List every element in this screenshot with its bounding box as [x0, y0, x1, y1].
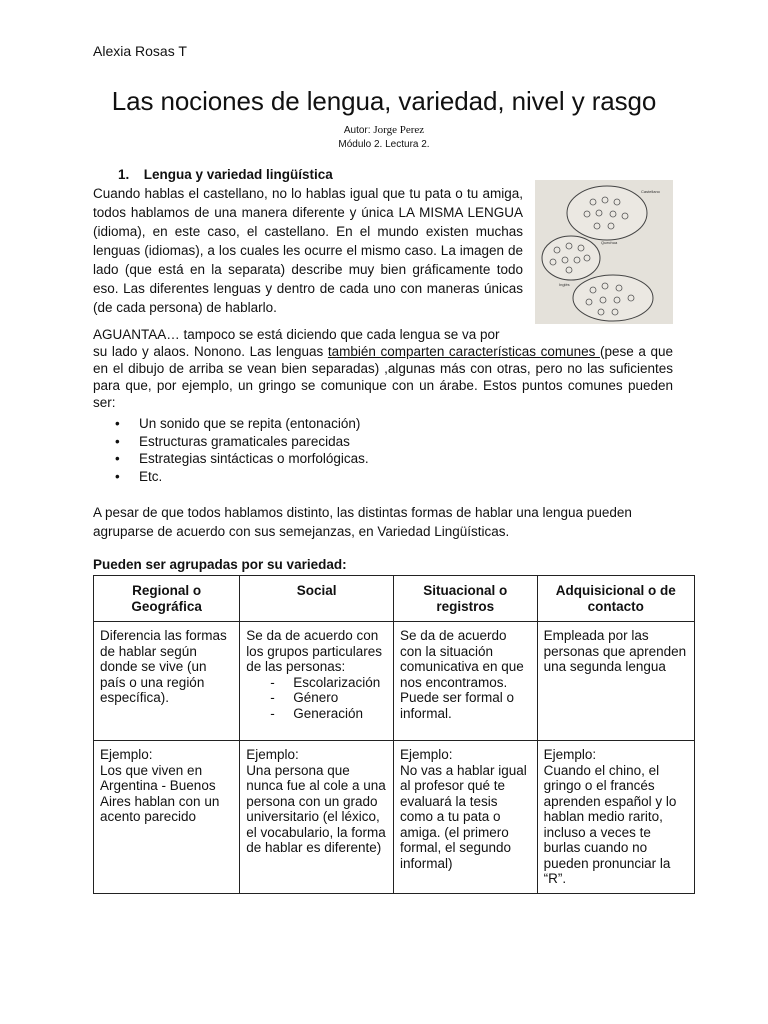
list-item-text: Estructuras gramaticales parecidas [139, 433, 350, 449]
header-social: Social [240, 576, 394, 622]
paragraph2-line1: AGUANTAA… tampoco se está diciendo que cada lengua se va por [93, 327, 500, 342]
varieties-paragraph: A pesar de que todos hablamos distinto, las distintas formas de hablar una lengua pueden agruparse de acuerdo con sus semejanzas, en Variedad Lingüísticas. [93, 505, 632, 539]
example-text: No vas a hablar igual al profesor qué te evaluará la tesis como a tu pata o amiga. (el primero formal, el segundo informal) [399, 762, 527, 871]
example-text: Los que viven en Argentina - Buenos Aires hablan con un acento parecido [100, 762, 220, 824]
byline [0, 123, 768, 152]
header-adquisicional: Adquisicional o de contacto [537, 576, 694, 622]
variety-table [93, 575, 695, 894]
cell-adquisicional-example [537, 741, 694, 894]
list-item-text: Escolarización [293, 674, 381, 690]
list-item [115, 433, 369, 451]
example-label: Ejemplo: [543, 747, 597, 762]
table-row-definitions [94, 622, 695, 741]
example-text: Una persona que nunca fue al cole a una persona con un grado universitario (el léxico, el vocabulario, la forma de hablar es diferente) [246, 762, 386, 855]
table-row-examples [94, 741, 695, 894]
people-groups-illustration [535, 180, 673, 324]
example-label: Ejemplo: [100, 747, 153, 762]
list-item-text: Género [293, 690, 339, 705]
list-item-text: Generación [293, 705, 363, 721]
section-number: 1. [118, 167, 130, 182]
list-item-text: Etc. [139, 468, 163, 484]
bullet-icon: • [115, 433, 120, 449]
example-label: Ejemplo: [399, 747, 453, 762]
list-item [246, 706, 387, 722]
dash-icon: - [270, 674, 275, 690]
cell-situacional-definition: Se da de acuerdo con la situación comunicativa en que nos encontramos. Puede ser formal o informal. [393, 622, 537, 741]
paragraph2-text-b: (pese a que en el dibujo de arriba se vean bien separadas) ,algunas más con otras, pero no las suficientes para que, por ejemplo, un gringo se comunique con un árabe. Estos puntos comunes pueden ser: [93, 344, 673, 410]
student-name: Alexia Rosas T [93, 43, 187, 59]
label-ingles: Inglés [559, 282, 570, 287]
header-situacional: Situacional o registros [393, 576, 537, 622]
author-name: Jorge Perez [373, 124, 425, 136]
dash-icon: - [270, 705, 275, 721]
cell-adquisicional-definition: Empleada por las personas que aprenden una segunda lengua [537, 622, 694, 741]
list-item [246, 675, 387, 691]
table-header-row [94, 576, 695, 622]
list-item-text: Un sonido que se repita (entonación) [139, 416, 361, 431]
module-line: Módulo 2. Lectura 2. [338, 139, 430, 150]
cell-social-definition [240, 622, 394, 741]
bullet-icon: • [115, 468, 120, 484]
intro-text: Cuando hablas el castellano, no lo hablas igual que tu pata o tu amiga, todos hablamos de una manera diferente y única LA MISMA LENGUA (idioma), en este caso, el castellano. En el mundo existen muchas lenguas (idiomas), a los cuales les ocurre el mismo caso. La imagen de lado (que está en la separata) describe muy bien gráficamente todo eso. Las diferentes lenguas y dentro de cada uno con maneras únicas (de cada persona) de hablarlo. [93, 186, 523, 315]
section-title: Lengua y variedad lingüística [143, 167, 333, 182]
example-label: Ejemplo: [246, 747, 299, 762]
social-intro: Se da de acuerdo con los grupos particulares de las personas: [246, 628, 383, 674]
author-line [0, 123, 768, 138]
document-title: Las nociones de lengua, variedad, nivel y rasgo [111, 86, 657, 116]
common-features-paragraph [93, 326, 673, 411]
cell-regional-definition: Diferencia las formas de hablar según donde se vive (un país o una región específica). [94, 622, 240, 741]
intro-paragraph [93, 184, 523, 317]
list-item [115, 450, 369, 468]
example-text: Cuando el chino, el gringo o el francés aprenden español y lo hablan medio rarito, incluso a veces te burlas cuando no pueden pronunciar la “R”. [543, 762, 677, 886]
cell-social-example [240, 741, 394, 894]
cell-regional-example [94, 741, 240, 894]
common-points-list [115, 415, 369, 485]
section-heading [118, 167, 333, 182]
list-item [115, 468, 369, 486]
languages-figure [535, 180, 673, 324]
paragraph2-text-a: su lado y alaos. Nonono. Las lenguas [93, 344, 328, 359]
list-item [246, 690, 387, 706]
table-caption: Pueden ser agrupadas por su variedad: [93, 557, 347, 572]
label-quechua: Quechua [601, 240, 618, 245]
header-regional: Regional o Geográfica [94, 576, 240, 622]
bullet-icon: • [115, 416, 120, 431]
list-item-text: Estrategias sintácticas o morfológicas. [139, 451, 369, 466]
dash-icon: - [270, 690, 275, 705]
underlined-phrase: también comparten características comunes [327, 344, 600, 359]
cell-situacional-example [393, 741, 537, 894]
list-item [115, 415, 369, 433]
social-factors-list [246, 675, 387, 722]
label-castellano: Castellano [641, 189, 660, 194]
bullet-icon: • [115, 451, 120, 466]
author-label: Autor: [343, 125, 374, 136]
